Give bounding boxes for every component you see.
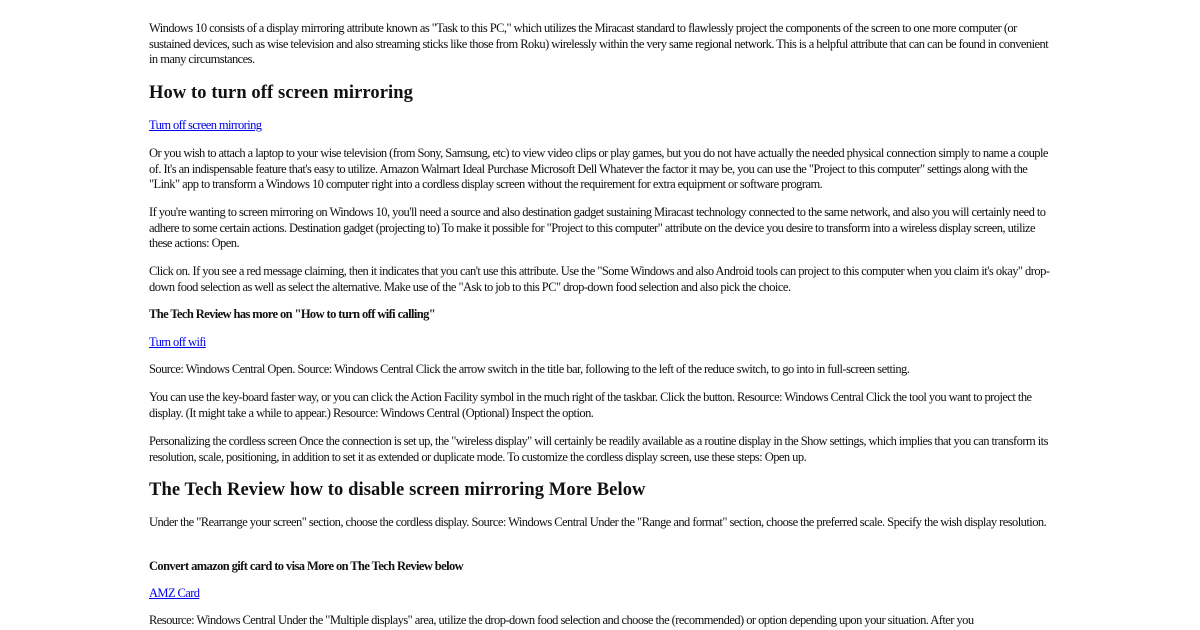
paragraph-multiple-displays: Resource: Windows Central Under the "Multiple displays" area, utilize the drop-down food selection and choose the (recommended) or option depending upon your situation. After you bbox=[149, 613, 974, 627]
turn-off-screen-mirroring-link[interactable]: Turn off screen mirroring bbox=[149, 118, 262, 132]
paragraph-rearrange-screen: Under the "Rearrange your screen" section, choose the cordless display. Source: Windows Central Under the "Range and format" section, choose the preferred scale. Specify the wish display resolution. bbox=[149, 515, 1047, 529]
paragraph-personalizing-display: Personalizing the cordless screen Once the connection is set up, the "wireless display" will certainly be readily available as a routine display in the Show settings, which implies that you can transform its resolution, scale, positioning, in addition to set it as extended or duplicate mode. To customize the cordless display screen, use these steps: Open up. bbox=[149, 434, 1048, 464]
heading-disable-screen-mirroring: The Tech Review how to disable screen mirroring More Below bbox=[149, 480, 646, 500]
heading-turn-off-screen-mirroring: How to turn off screen mirroring bbox=[149, 83, 414, 103]
turn-off-wifi-link[interactable]: Turn off wifi bbox=[149, 335, 206, 349]
tech-review-wifi-calling-note: The Tech Review has more on "How to turn off wifi calling" bbox=[149, 307, 436, 321]
paragraph-attach-laptop: Or you wish to attach a laptop to your wise television (from Sony, Samsung, etc) to view video clips or play games, but you do not have actually the needed physical connection simply to name a couple of. It's an indispensable feature that's easy to utilize. Amazon Walmart Ideal Purchase Microsoft Dell Whatever the factor it may be, you can use the "Project to this computer" settings along with the "Link" app to transform a Windows 10 computer right into a cordless display screen without the requirement for extra equipment or software program. bbox=[149, 146, 1048, 192]
paragraph-screen-mirroring-windows10: If you're wanting to screen mirroring on Windows 10, you'll need a source and also destination gadget sustaining Miracast technology connected to the same network, and also you will certainly need to adhere to some certain actions. Destination gadget (projecting to) To make it possible for "Project to this computer" attribute on the device you desire to transform into a wireless display screen, utilize these actions: Open. bbox=[149, 205, 1046, 251]
intro-paragraph: Windows 10 consists of a display mirroring attribute known as "Task to this PC," which utilizes the Miracast standard to flawlessly project the components of the screen to one more computer (or sustained devices, such as wise television and also streaming sticks like those from Roku) wirelessly within the very same regional network. This is a helpful attribute that can can be found in convenient in many circumstances. bbox=[149, 21, 1049, 67]
paragraph-keyboard-shortcut: You can use the key-board faster way, or you can click the Action Facility symbol in the much right of the taskbar. Click the button. Resource: Windows Central Click the tool you want to project the display. (It might take a while to appear.) Resource: Windows Central (Optional) Inspect the option. bbox=[149, 390, 1032, 420]
amz-card-link[interactable]: AMZ Card bbox=[149, 586, 200, 600]
paragraph-source-windows-central: Source: Windows Central Open. Source: Windows Central Click the arrow switch in the title bar, following to the left of the reduce switch, to go into in full-screen setting. bbox=[149, 362, 910, 376]
paragraph-click-on: Click on. If you see a red message claiming, then it indicates that you can't use this attribute. Use the "Some Windows and also Android tools can project to this computer when you claim it's okay" drop-down food selection as well as select the alternative. Make use of the "Ask to job to this PC" drop-down food selection and also pick the choice. bbox=[149, 264, 1050, 294]
convert-gift-card-note: Convert amazon gift card to visa More on The Tech Review below bbox=[149, 559, 464, 573]
